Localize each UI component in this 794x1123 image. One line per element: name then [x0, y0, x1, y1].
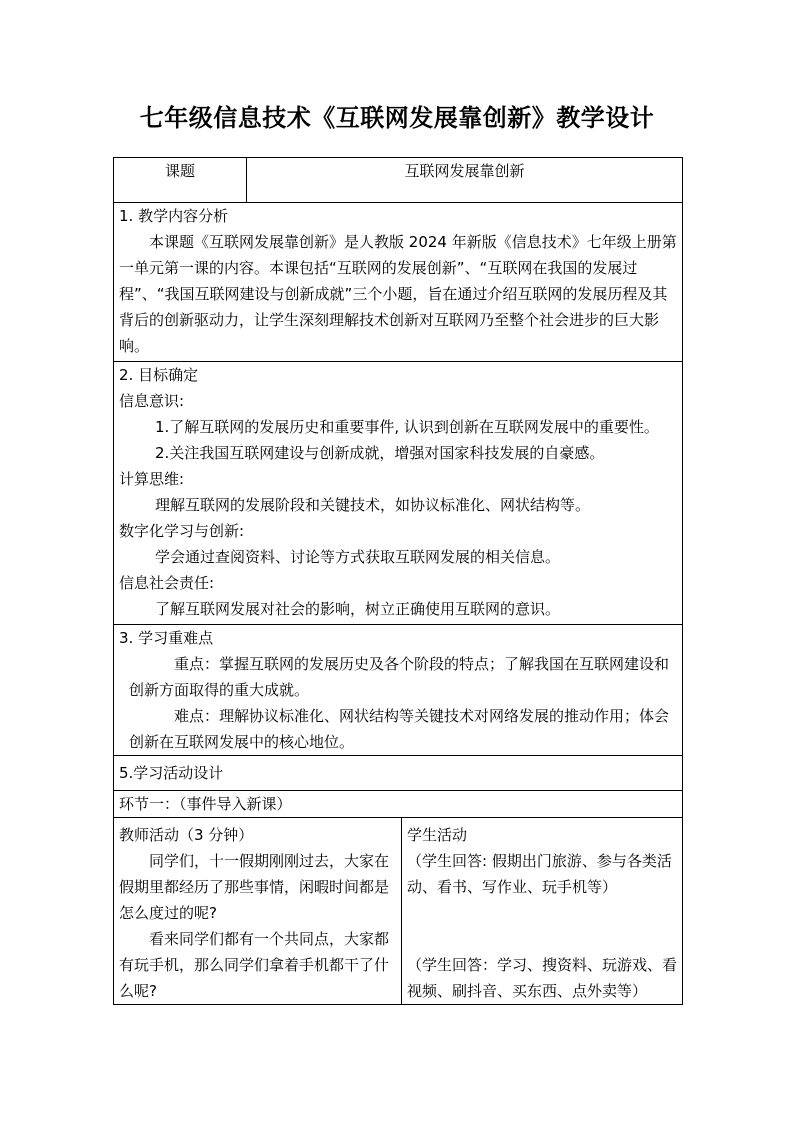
goals-heading: 2. 目标确定 [119, 366, 199, 384]
key-points-heading: 3. 学习重难点 [119, 629, 214, 647]
digital-learning-text: 学会通过查阅资料、讨论等方式获取互联网发展的相关信息。 [155, 548, 561, 566]
student-activity-label: 学生活动 [407, 826, 468, 844]
document-title: 七年级信息技术《互联网发展靠创新》教学设计 [139, 104, 655, 132]
teacher-activity-cell [114, 818, 402, 1005]
social-responsibility-text: 了解互联网发展对社会的影响，树立正确使用互联网的意识。 [155, 600, 561, 618]
teacher-activity-label: 教师活动（3 分钟） [119, 826, 254, 844]
difficult-point-text: 难点：理解协议标准化、网状结构等关键技术对网络发展的推动作用；体会创新在互联网发展中的核心地位。 [129, 707, 670, 751]
key-point-text: 重点：掌握互联网的发展历史及各个阶段的特点；了解我国在互联网建设和创新方面取得的重大成就。 [129, 655, 670, 699]
social-responsibility-label: 信息社会责任: [119, 574, 215, 592]
info-awareness-item-2: 2.关注我国互联网建设与创新成就，增强对国家科技发展的自豪感。 [155, 444, 605, 462]
student-activity-paragraph-1: （学生回答: 假期出门旅游、参与各类活动、看书、写作业、玩手机等） [407, 852, 672, 896]
student-activity-cell [402, 818, 683, 1005]
activities-heading: 5.学习活动设计 [114, 756, 683, 791]
topic-label: 课题 [114, 158, 247, 203]
topic-row [114, 158, 683, 203]
info-awareness-item-1: 1.了解互联网的发展历史和重要事件, 认识到创新在互联网发展中的重要性。 [155, 418, 659, 436]
student-activity-paragraph-2: （学生回答：学习、搜资料、玩游戏、看视频、刷抖音、买东西、点外卖等） [407, 956, 678, 1000]
content-analysis-row [114, 203, 683, 362]
computational-label: 计算思维: [119, 470, 185, 488]
topic-value: 互联网发展靠创新 [247, 158, 683, 203]
teacher-activity-paragraph-2: 看来同学们都有一个共同点，大家都有玩手机，那么同学们拿着手机都干了什么呢? [119, 930, 390, 1000]
goals-row [114, 362, 683, 625]
lesson-plan-table [113, 157, 683, 1005]
key-points-row [114, 625, 683, 756]
segment-row [114, 791, 683, 818]
content-analysis-body: 本课题《互联网发展靠创新》是人教版 2024 年新版《信息技术》七年级上册第一单元第一课的内容。本课包括“互联网的发展创新”、“互联网在我国的发展过程”、“我国互联网建设与创新成就”三个小题，旨在通过介绍互联网的发展历程及其背后的创新驱动力，让学生深刻理解技术创新对互联网乃至整个社会进步的巨大影响。 [119, 233, 677, 355]
content-analysis-heading: 1. 教学内容分析 [119, 207, 229, 225]
digital-learning-label: 数字化学习与创新: [119, 522, 245, 540]
activity-detail-row [114, 818, 683, 1005]
info-awareness-label: 信息意识: [119, 392, 185, 410]
computational-text: 理解互联网的发展阶段和关键技术，如协议标准化、网状结构等。 [155, 496, 591, 514]
teacher-activity-paragraph-1: 同学们，十一假期刚刚过去，大家在假期里都经历了那些事情，闲暇时间都是怎么度过的呢? [119, 852, 390, 922]
activities-heading-row [114, 756, 683, 791]
segment-one-label: 环节一：（事件导入新课） [114, 791, 683, 818]
